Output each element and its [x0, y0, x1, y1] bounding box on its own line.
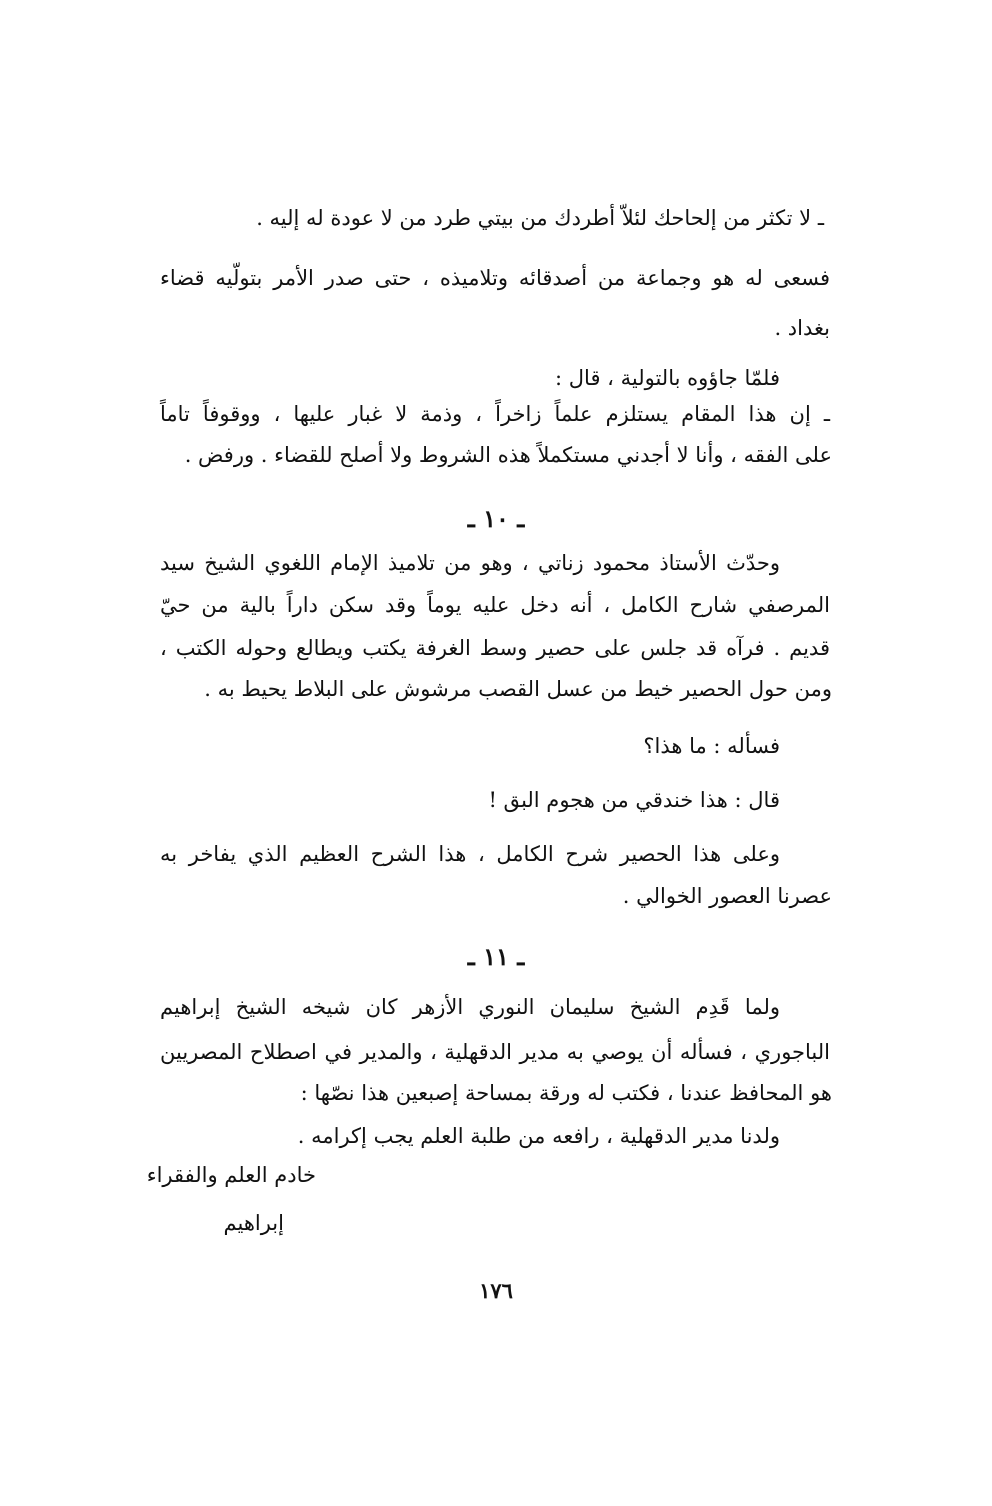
- section-heading: ـ ١٠ ـ: [467, 504, 525, 533]
- text-line: قديم . فرآه قد جلس على حصير وسط الغرفة يكتب ويطالع وحوله الكتب ،: [160, 636, 830, 660]
- text-line: عصرنا العصور الخوالي .: [622, 884, 832, 908]
- signature-line: خادم العلم والفقراء: [146, 1163, 316, 1187]
- text-line: ومن حول الحصير خيط من عسل القصب مرشوش على البلاط يحيط به .: [204, 677, 832, 701]
- text-line: المرصفي شارح الكامل ، أنه دخل عليه يوماً وقد سكن داراً بالية من حيّ: [160, 593, 830, 617]
- page-number: ١٧٦: [479, 1278, 513, 1303]
- text-line: قال : هذا خندقي من هجوم البق !: [488, 788, 780, 812]
- text-line: ولدنا مدير الدقهلية ، رافعه من طلبة العلم يجب إكرامه .: [297, 1124, 780, 1148]
- text-line: فلمّا جاؤوه بالتولية ، قال :: [555, 366, 780, 390]
- text-line: وعلى هذا الحصير شرح الكامل ، هذا الشرح العظيم الذي يفاخر به: [160, 842, 780, 866]
- text-line: ـ لا تكثر من إلحاحك لئلاّ أطردك من بيتي طرد من لا عودة له إليه .: [256, 206, 824, 230]
- text-line: على الفقه ، وأنا لا أجدني مستكملاً هذه الشروط ولا أصلح للقضاء . ورفض .: [184, 443, 832, 467]
- text-line: هو المحافظ عندنا ، فكتب له ورقة بمساحة إصبعين هذا نصّها :: [300, 1081, 832, 1105]
- text-line: بغداد .: [774, 316, 830, 340]
- text-line: ـ إن هذا المقام يستلزم علماً زاخراً ، وذمة لا غبار عليها ، ووقوفاً تاماً: [160, 402, 830, 426]
- text-line: فسعى له هو وجماعة من أصدقائه وتلاميذه ، حتى صدر الأمر بتولّيه قضاء: [160, 266, 830, 290]
- section-heading: ـ ١١ ـ: [467, 942, 525, 971]
- text-line: الباجوري ، فسأله أن يوصي به مدير الدقهلية ، والمدير في اصطلاح المصريين: [160, 1040, 830, 1064]
- text-line: وحدّث الأستاذ محمود زناتي ، وهو من تلاميذ الإمام اللغوي الشيخ سيد: [160, 551, 780, 575]
- text-line: فسأله : ما هذا؟: [643, 734, 780, 758]
- text-line: ولما قَدِم الشيخ سليمان النوري الأزهر كان شيخه الشيخ إبراهيم: [160, 995, 780, 1019]
- signature-name: إبراهيم: [223, 1211, 284, 1235]
